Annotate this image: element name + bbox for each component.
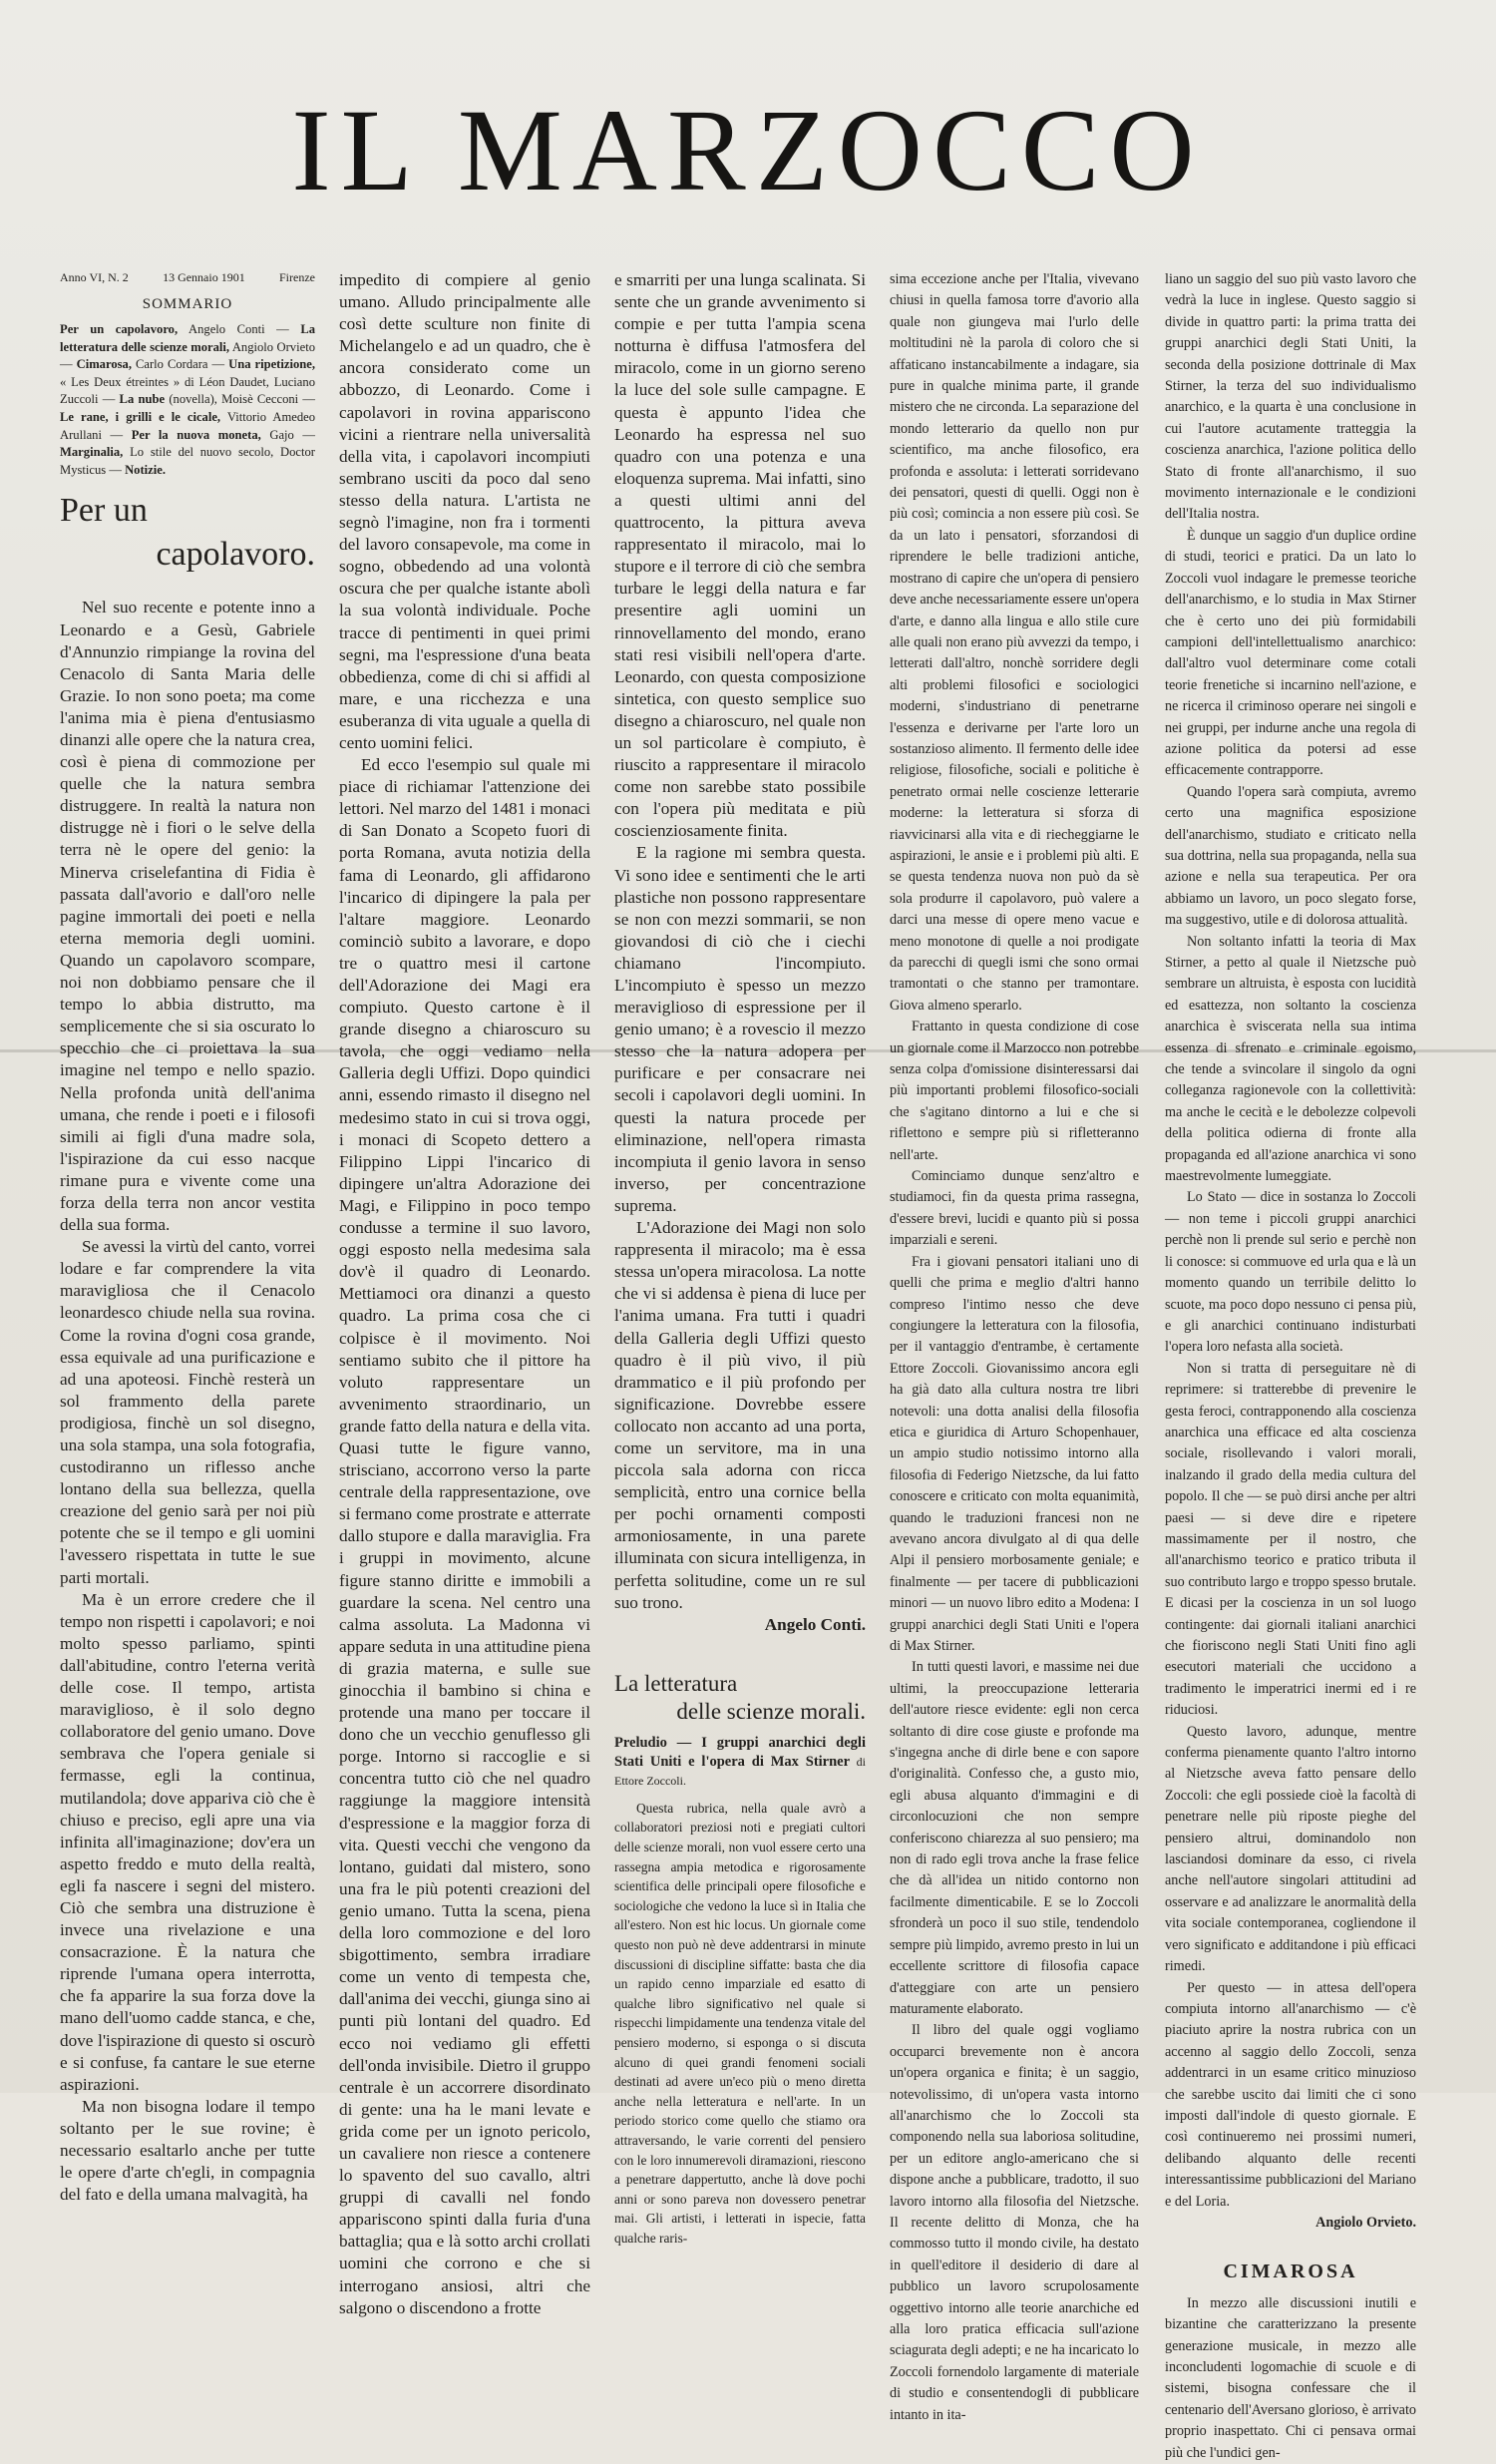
article-2-paragraph: Frattanto in questa condizione di cose un giornale come il Marzocco non potrebbe senza colpa d'omissione disinteressarsi dai più importanti problemi filosofico-sociali che s'agitano dintorno a lui e che si riflettono e sempre più si rifletteranno nell'arte.	[890, 1019, 1139, 1163]
sommario-item-title: Le rane, i grilli e le cicale,	[60, 410, 221, 425]
article-2-preludio-author: di Ettore Zoccoli.	[614, 1754, 866, 1788]
sommario-item-author: (novella), Moisè Cecconi	[169, 392, 299, 407]
article-1-paragraph: Ma è un errore credere che il tempo non rispetti i capolavori; e noi molto spesso parliamo, spinti dall'abitudine, contro l'eterna verità delle cose. Il tempo, artista maraviglioso, è il solo degno collaboratore del genio umano. Dove sembrava che l'opera geniale si fermasse, egli la continua, mutilandola; dove appariva ciò che è chiuso e preciso, egli apre una via infinita all'imaginazione; dov'era un aspetto freddo e muto della realtà, egli fa nascere i segni del mistero. Ciò che sembra una distruzione è invece una rivelazione e una consacrazione. È la natura che riprende l'umana opera interrotta, che fa apparire la sua forza dove la mano dell'uomo cadde stanca, e che, dove l'ispirazione di questo si oscurò e si confuse, fa cantare le sue eterne aspirazioni.	[60, 1589, 315, 2094]
issue-number: Anno VI, N. 2	[60, 270, 129, 284]
article-2-title-line1: La letteratura	[614, 1670, 738, 1696]
column-2	[339, 269, 590, 2319]
article-2-paragraph: Questo lavoro, adunque, mentre conferma pienamente quanto l'altro intorno al Nietzsche aveva fatto pensare dello Zoccoli: che egli possiede cioè la facoltà di penetrare nelle più riposte pieghe del pensiero altrui, dominandolo non lasciandosi dominare da esso, ci rivela anche nell'autore singolari attitudini ad osservare e ad analizzare le anormalità della vita sociale contemporanea, cogliendone il vero significato e additandone i più efficaci rimedi.	[1165, 1723, 1416, 1975]
issue-city: Firenze	[279, 270, 315, 284]
article-1-title-line1: Per un	[60, 492, 148, 530]
article-1-paragraph: e smarriti per una lunga scalinata. Si sente che un grande avvenimento si compie e per tutta l'ampia scena notturna è diffusa l'atmosfera del miracolo, come in un giorno sereno la luce del sole sulle campagne. E questa è appunto l'idea che Leonardo ha espressa nel suo quadro con una potenza e una eloquenza suprema. Mai infatti, sino a questi ultimi anni del quattrocento, la pittura aveva rappresentato il miracolo, mai lo stupore e il terrore di ciò che sembra turbare le leggi della natura e far presentire agli uomini un rinnovellamento del mondo, erano stati resi visibili nell'opera d'arte. Leonardo, con questa composizione sintetica, con questo semplice suo disegno a chiaroscuro, nel quale non un sol particolare è compiuto, è riuscito a rappresentare il miracolo come non sarebbe stato possibile con l'opera più meditata e più coscienziosamente finita.	[614, 270, 866, 841]
article-2-preludio-text: Preludio — I gruppi anarchici degli Stati Uniti e l'opera di Max Stirner	[614, 1734, 866, 1770]
sommario-item-title: Per un capolavoro,	[60, 322, 179, 337]
sommario-item-author: Vittorio Amedeo Arullani	[60, 410, 316, 442]
article-2-paragraph: In tutti questi lavori, e massime nei due ultimi, la preoccupazione letteraria dell'autore riesce evidente: egli non cerca soltanto di dire cose giuste e profonde ma s'ingegna anche di dirle bene e con sapore d'originalità. Confesso che, a gusto mio, egli abusa alquanto d'immagini e di circonlocuzioni che non sempre conferiscono chiarezza al suo pensiero; ma non di rado egli trova anche la frase felice che dà all'idea un nitido contorno non facilmente dimenticabile. E se lo Zoccoli sfronderà un poco il suo stile, tendendolo sempre più limpido, avremo presto in lui un eccellente scrittore di filosofia capace d'atteggiare con arte un pensiero maturamente elaborato.	[890, 1659, 1139, 2017]
article-1-paragraph: L'Adorazione dei Magi non solo rappresenta il miracolo; ma è essa stessa un'opera miracolosa. La notte che vi si addensa è piena di luce per l'anima umana. Fra tutti i quadri della Galleria degli Uffizi questo quadro è il più vivo, il più drammatico e il più profondo per significazione. Dovrebbe essere collocato non accanto ad una porta, come un servitore, ma in una piccola sala adorna con ricca semplicità, entro una cornice bella per pochi ornamenti composti armoniosamente, in una parete illuminata con sicura intelligenza, in perfetta solitudine, come un re sul suo trono.	[614, 1218, 866, 1612]
article-2-paragraph: sima eccezione anche per l'Italia, vivevano chiusi in quella famosa torre d'avorio alla quale non giungeva mai l'urlo delle moltitudini nè la parola di coloro che si affaticano instancabilmente a indagare, sia pure in qualche minima parte, il grande mistero che ne circonda. La separazione del mondo letterario da quello non pur scientifico, ma anche filosofico, era profonda e assoluta: i letterati sorridevano dei pensatori, questi di quelli. Oggi non è più così; comincia a non essere più così. Se da un lato i pensatori, sforzandosi di riprendere le belle tradizioni antiche, mostrano di capire che un'opera di pensiero deve anche necessariamente essere un'opera d'arte, e danno alla lingua e allo stile cure alle quali non erano più avvezzi da tempo, i letterati dall'altro, nonchè sorridere degli alti problemi filosofici e sociologici moderni, s'industriano di penetrarne l'essenza e derivarne per l'arte loro un sostanzioso alimento. Il fermento delle idee religiose, filosofiche, sociali e politiche è penetrato ormai nelle coscienze letterarie moderne: la letteratura si sforza di riavvicinarsi alla vita e di riecheggiarne le aspirazioni, le ansie e i problemi più alti. E se questa tendenza nuova non può da sè sola produrre il capolavoro, può valere a darci una messe di opere meno vacue e meno monotone di quelle a noi prodigate da parecchi di quegli ismi che sono ormai tramontati o che stanno per tramontare. Giova almeno sperarlo.	[890, 271, 1139, 1014]
sommario-list: Per un capolavoro, Angelo Conti — La letteratura delle scienze morali, Angiolo Orvieto — Cimarosa, Carlo Cordara — Una ripetizione, « Les Deux étreintes » di Léon Daudet, Luciano Zuccoli — La nube (novella), Moisè Cecconi — Le rane, i grilli e le cicale, Vittorio Amedeo Arullani — Per la nuova moneta, Gajo — Marginalia, Lo stile del nuovo secolo, Doctor Mysticus — Notizie.	[60, 322, 316, 477]
article-2-signature: Angiolo Orvieto.	[1315, 2214, 1416, 2231]
article-3-paragraph: In mezzo alle discussioni inutili e bizantine che caratterizzano la presente generazione musicale, in mezzo alle inconcludenti logomachie di scuole e di sistemi, bisogna confessare che il centenario dell'Aversano glorioso, è arrivato proprio inaspettato. Chi ci pensava ormai più che l'undici gen-	[1165, 2294, 1416, 2461]
sommario-item-author: Lo stile del nuovo secolo, Doctor Mysticus	[60, 445, 315, 477]
column-3	[614, 269, 866, 2248]
article-2-paragraph: Questa rubrica, nella quale avrò a collaboratori preziosi noti e pregiati cultori delle scienze morali, non vuol essere certo una rassegna ampia metodica e rigorosamente scientifica delle principali opere filosofiche e sociologiche che vedono la luce sì in Italia che all'estero. Non est hic locus. Un giornale come questo non può nè deve addentrarsi in minute discussioni di discipline siffatte: basta che dia un rapido cenno imparziale ed esatto di qualche libro significativo nel quale si rispecchi limpidamente una tendenza vitale del pensiero moderno, si esponga o si discuta alcuno di quei grandi fenomeni sociali destinati ad avere un'eco più o meno diretta anche nella letteratura e nell'arte. In un periodo storico come quello che stiamo ora attraversando, le varie correnti del pensiero con le loro innumerevoli diramazioni, riescono a penetrare dappertutto, anche là dove pochi anni or sono pareva non dovessero penetrar mai. Gli artisti, i letterati in ispecie, fatta qualche raris-	[614, 1800, 866, 2246]
article-1-paragraph: Nel suo recente e potente inno a Leonardo e a Gesù, Gabriele d'Annunzio rimpiange la rovina del Cenacolo di Santa Maria delle Grazie. Io non sono poeta; ma come l'anima mia è piena d'entusiasmo dinanzi alle opere che la natura crea, così è piena di commozione per quelle che la natura sembra distruggere. In realtà la natura non distrugge nè i fiori o le selve della terra nè le opere del genio: la Minerva criselefantina di Fidia è passata dall'avorio e dall'oro nelle pagine immortali dei poeti e nella eterna memoria degli uomini. Quando un capolavoro scompare, noi non dobbiamo pensare che il tempo lo abbia distrutto, ma semplicemente che si sia oscurato lo specchio che ci proiettava la sua imagine nel tempo e nello spazio. Nella profonda unità dell'anima umana, che rende i poeti e i filosofi simili ai figli d'una madre sola, l'ispirazione da cui esso nacque rimane pura e vivente come una forza della terra non ancor vestita della sua forma.	[60, 598, 315, 1235]
article-2-paragraph: Il libro del quale oggi vogliamo occuparci brevemente non è ancora un'opera organica e finita; è un saggio, notevolissimo, di un'opera vasta intorno all'anarchismo che lo Zoccoli sta componendo nella sua laboriosa solitudine, per un editore anglo-americano che si dispone anche a pubblicare, tradotto, il suo lavoro intorno alla filosofia del Nietzsche. Il recente delitto di Monza, che ha commosso tutto il mondo civile, ha destato in quell'editore il desiderio di dare al pubblico un lavoro scrupolosamente oggettivo intorno alle teorie anarchiche ed alla loro pratica efficacia sull'azione sciagurata degli adepti; e ne ha incaricato lo Zoccoli fornendolo largamente di materiale di studio e consentendogli di pubblicare intanto in ita-	[890, 2022, 1139, 2423]
article-2-paragraph: Non si tratta di perseguitare nè di reprimere: si tratterebbe di prevenire le gesta feroci, contrapponendo alla coscienza anarchica una efficace ed alta coscienza sociale, risollevando i valori morali, inalzando il grado della media cultura del popolo. Il che — se può dirsi anche per altri paesi — si deve dire e ripetere massimamente per il nostro, che all'anarchismo teorico e pratico tributa il suo contributo largo e troppo spesso brutale. E dicasi per la coscienza in un sol luogo contingente: dai giornali italiani anarchici che fioriscono negli Stati Uniti fino agli esecutori materiali che uccidono a tradimento le imperatrici inermi ed i re riduciosi.	[1165, 1360, 1416, 1719]
article-3-title: CIMAROSA	[1223, 2260, 1358, 2283]
article-1-paragraph: impedito di compiere al genio umano. Alludo principalmente alle così dette sculture non finite di Michelangelo e ad un quadro, che è ancora considerato come un abbozzo, di Leonardo. Come i capolavori in rovina appariscono vicini a rientrare nella universalità della vita, i capolavori incompiuti sembrano usciti da poco dal seno stesso della natura. L'artista ne segnò l'imagine, non fra i tormenti del lavoro consapevole, ma come in sogno, obbedendo ad una volontà oscura che per qualche istante abolì la sua volontà individuale. Poche tracce di pentimenti in quei primi segni, ma l'espressione d'una beata obbedienza, come di chi si affidi al mare, e una ricchezza e una esuberanza di vita uguale a quella di cento uomini felici.	[339, 270, 590, 752]
sommario-item-title: Una ripetizione,	[228, 357, 315, 372]
sommario-item-title: Marginalia,	[60, 445, 124, 460]
article-1-title	[60, 489, 315, 577]
sommario-item-title: Cimarosa,	[76, 357, 132, 372]
column-5	[1165, 269, 1416, 2464]
article-2-preludio	[614, 1734, 866, 1791]
article-2-title	[614, 1670, 866, 1726]
article-2-paragraph: Non soltanto infatti la teoria di Max Stirner, a petto al quale il Nietzsche può sembrare un altruista, è esposta con lucidità ed esattezza, non soltanto la coscienza anarchica è sviscerata nella sua intima essenza di sfrenato e criminale egoismo, che tende a svincolare il singolo da ogni colleganza ragionevole con la collettività: ma anche le cecità e le debolezze colpevoli della politica odierna di fronte alla propaganda ed all'azione anarchica vi sono maestrevolmente lumeggiate.	[1165, 933, 1416, 1185]
article-2-paragraph: Lo Stato — dice in sostanza lo Zoccoli — non teme i piccoli gruppi anarchici perchè non li prende sul serio e perchè non li conosce: si commuove ed urla qua e là un momento quando un terribile delitto lo scuote, ma poco dopo nessuno ci pensa più, e gli anarchici continuano indisturbati l'opera loro nefasta alla società.	[1165, 1189, 1416, 1356]
article-2-paragraph: Fra i giovani pensatori italiani uno di quelli che prima e meglio d'altri hanno compreso l'intimo nesso che deve congiungere la letteratura con la filosofia, per il vantaggio d'entrambe, è certamente Ettore Zoccoli. Giovanissimo ancora egli ha già dato alla cultura nostra tre libri notevoli: una dotta analisi della filosofia etica e giuridica di Arturo Schopenhauer, un ampio studio notissimo intorno alla filosofia di Federigo Nietzsche, da lui fatto conoscere e criticato con molta equanimità, quando le traduzioni francesi non ne avevano ancora divulgato al di qua delle Alpi il pensiero morbosamente geniale; e finalmente — per tacere di pubblicazioni minori — un nuovo libro edito a Modena: I gruppi anarchici degli Stati Uniti e l'opera di Max Stirner.	[890, 1253, 1139, 1654]
article-1-paragraph: Se avessi la virtù del canto, vorrei lodare e far comprendere la vita maravigliosa che il Cenacolo leonardesco chiude nella sua rovina. Come la rovina d'ogni cosa grande, essa equivale ad una purificazione e ad una apoteosi. Finchè resterà un sol frammento della parete prodigiosa, finchè un sol disegno, una sola stampa, una sola fotografia, custodiranno un riflesso anche lontano della sua bellezza, quella creazione del genio sarà per noi più potente che se il tempo e gli uomini l'avessero rispettata in tutte le sue parti mortali.	[60, 1237, 315, 1587]
column-4	[890, 269, 1139, 2426]
sommario-item-title: Notizie.	[125, 462, 166, 477]
article-2-paragraph: Cominciamo dunque senz'altro e studiamoci, fin da questa prima rassegna, d'essere brevi, lucidi e quanto più si possa imparziali e sereni.	[890, 1168, 1139, 1249]
article-1-title-line2: capolavoro.	[156, 536, 315, 574]
sommario-item-author: Angelo Conti	[188, 322, 265, 337]
article-1-paragraph: Ed ecco l'esempio sul quale mi piace di richiamar l'attenzione dei lettori. Nel marzo del 1481 i monaci di San Donato a Scopeto fuori di porta Romana, avuta notizia della fama di Leonardo, gli affidarono l'incarico di dipingere la pala per l'altare maggiore. Leonardo cominciò subito a lavorare, e dopo tre o quattro mesi il cartone dell'Adorazione dei Magi era compiuto. Questo cartone è il grande disegno a chiaroscuro su tavola, che oggi vediamo nella Galleria degli Uffizi. Dopo quindici anni, essendo rimasto il disegno nel medesimo stato in cui si trova oggi, i monaci di Scopeto dettero a Filippino Lippi l'incarico di dipingere un'altra Adorazione dei Magi, e Filippino in poco tempo condusse a termine il suo lavoro, oggi esposto nella medesima sala dov'è il quadro di Leonardo. Mettiamoci ora dinanzi a questo quadro. La prima cosa che ci colpisce è il movimento. Noi sentiamo subito che il pittore ha voluto rappresentare un avvenimento straordinario, un grande fatto della natura e della vita. Quasi tutte le figure vanno, strisciano, accorrono verso la parte centrale della rappresentazione, ove si fermano come prostrate e atterrate dallo stupore e dalla maraviglia. Fra i gruppi in movimento, alcune figure stanno diritte e immobili a guardare la scena. Nel centro una calma assoluta. La Madonna vi appare seduta in una attitudine piena di grazia materna, e sulle sue ginocchia il bambino si china e protende una mano per toccare il dono che un vecchio genuflesso gli porge. Intorno si raccoglie e si concentra tutto ciò che nel quadro raggiunge la maggiore intensità d'espressione e la maggior forza di vita. Questi vecchi che vengono da lontano, guidati dal mistero, sono una fra le più potenti creazioni del genio umano. Tutta la scena, piena della loro commozione e del loro sbigottimento, sembra irradiare come un vento di tempesta che, dall'anima dei vecchi, giunga sino ai punti più lontani del quadro. Ed ecco noi vediamo gli effetti dell'onda invisibile. Dietro il gruppo centrale è un accorrere disordinato di gente: una ha le mani levate e grida come per un ignoto pericolo, un cavaliere non riesce a contenere lo spavento del suo cavallo, altri gruppi di cavalli nel fondo appariscono spinti dalla furia d'una battaglia; qua e là sotto archi crollati uomini che corrono e che si interrogano ansiosi, altri che salgono o discendono a frotte	[339, 755, 590, 2317]
sommario-item-author: Gajo	[269, 427, 294, 442]
sommario-title: SOMMARIO	[142, 296, 233, 312]
article-1-signature: Angelo Conti.	[764, 1614, 866, 1634]
article-1-paragraph: Ma non bisogna lodare il tempo soltanto per le sue rovine; è necessario esaltarlo anche per tutte le opere d'arte ch'egli, in compagnia del fato e della umana malvagità, ha	[60, 2096, 315, 2205]
sommario-item-author: « Les Deux étreintes » di Léon Daudet, Luciano Zuccoli	[60, 374, 315, 407]
article-2-title-line2: delle scienze morali.	[676, 1698, 866, 1724]
sommario-item-author: Angiolo Orvieto	[231, 339, 315, 354]
issue-line	[60, 269, 315, 285]
sommario-item-author: Carlo Cordara	[135, 357, 208, 372]
article-1-paragraph: E la ragione mi sembra questa. Vi sono idee e sentimenti che le arti plastiche non possono rappresentare se non con mezzi sommarii, se non giovandosi di ciò che i ciechi chiamano l'incompiuto. L'incompiuto è spesso un mezzo meraviglioso di espressione per il genio umano; è a rovescio il mezzo stesso che la natura adopera per purificare e per consacrare nei secoli i capolavori degli uomini. In questi la natura procede per eliminazione, nell'opera rimasta incompiuta il genio lavora in senso inverso, per concentrazione suprema.	[614, 843, 866, 1215]
masthead-title: IL MARZOCCO	[291, 85, 1205, 215]
article-2-paragraph: liano un saggio del suo più vasto lavoro che vedrà la luce in inglese. Questo saggio si divide in quattro parti: la prima tratta dei gruppi anarchici degli Stati Uniti, la seconda della posizione dottrinale di Max Stirner, la terza del suo individualismo anarchico, e la quarta è una conclusione in cui l'autore acutamente tratteggia la coscienza anarchica, l'azione politica dello Stato di fronte all'anarchismo, il suo movimento internazionale e le condizioni dell'Italia nostra.	[1165, 271, 1416, 523]
column-1	[60, 269, 315, 2206]
sommario-item-title: La nube	[119, 392, 166, 407]
issue-date: 13 Gennaio 1901	[163, 270, 245, 284]
article-2-paragraph: Quando l'opera sarà compiuta, avremo certo una magnifica esposizione dell'anarchismo, studiato e criticato nella sua dottrina, nella sua propaganda, nella sua azione e nella sua terapeutica. Per ora abbiamo un lavoro, un poco slegato forse, ma suggestivo, utile e di dolorosa attualità.	[1165, 783, 1416, 929]
article-2-paragraph: Per questo — in attesa dell'opera compiuta intorno all'anarchismo — c'è piaciuto aprire la nostra rubrica con un accenno al saggio dello Zoccoli, senza addentrarci in un esame critico minuzioso che sarebbe uscito dai limiti che ci sono imposti dall'indole di questo giornale. E così continueremo nei prossimi numeri, delibando alquanto delle recenti interessantissime pubblicazioni del Mariano e del Loria.	[1165, 1979, 1416, 2210]
article-2-paragraph: È dunque un saggio d'un duplice ordine di studi, teorici e pratici. Da un lato lo Zoccoli vuol indagare le premesse teoriche dell'anarchismo, e lo studia in Max Stirner che è certo uno dei più formidabili campioni dell'intellettualismo anarchico: dall'altro vuol determinare come cotali teorie frenetiche si incarnino nell'azione, e ne ricerca il criminoso operare nei singoli e nei gruppi, per indurne anche una regola di azione politica da potersi ad esse efficacemente contrapporre.	[1165, 527, 1416, 779]
sommario-item-title: La letteratura delle scienze morali,	[60, 322, 316, 354]
sommario-item-title: Per la nuova moneta,	[131, 427, 261, 442]
